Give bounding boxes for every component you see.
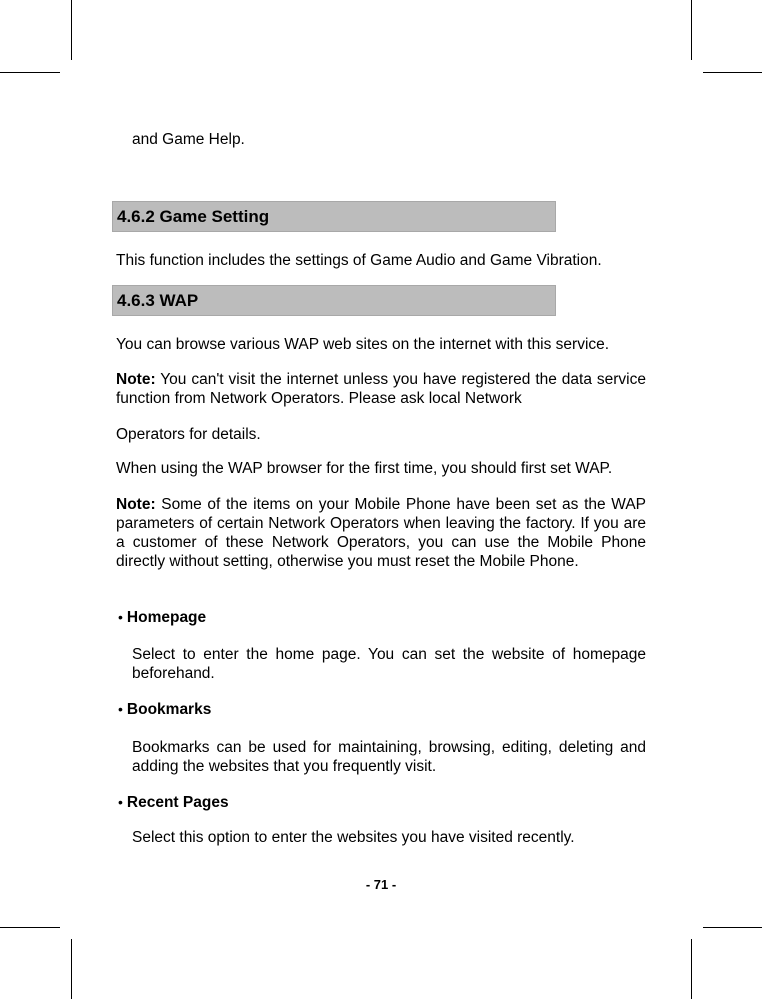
- crop-mark-bottom-left-horizontal: [0, 927, 60, 928]
- crop-mark-bottom-right-horizontal: [703, 927, 762, 928]
- bullet-bookmarks: [118, 700, 211, 719]
- bullet-homepage-desc: Select to enter the home page. You can set the website of homepage beforehand.: [132, 646, 646, 682]
- crop-mark-bottom-right-vertical: [691, 939, 692, 999]
- section-heading-game-setting-text: 4.6.2 Game Setting: [117, 207, 270, 226]
- crop-mark-top-left-vertical: [71, 0, 72, 60]
- crop-mark-top-left-horizontal: [0, 72, 60, 73]
- wap-note-1-continued: Operators for details.: [116, 426, 261, 443]
- wap-note-1: [116, 370, 646, 408]
- bullet-recent-pages: [118, 793, 229, 812]
- section-heading-wap-text: 4.6.3 WAP: [117, 291, 199, 310]
- crop-mark-top-right-horizontal: [703, 72, 762, 73]
- crop-mark-top-right-vertical: [691, 0, 692, 60]
- bullet-recent-pages-desc: Select this option to enter the websites you have visited recently.: [132, 829, 575, 846]
- bullet-marker: •: [118, 794, 123, 810]
- bullet-title: Homepage: [126, 609, 207, 626]
- section-heading-wap: [112, 285, 556, 316]
- bullet-homepage: [118, 608, 206, 627]
- note-text: Some of the items on your Mobile Phone have been set as the WAP parameters of certain Network Operators when leaving the factory. If you are a customer of these Network Operators, you can use the Mobile Phone directly without setting, otherwise you must reset the Mobile Phone.: [116, 496, 646, 570]
- page-number: - 71 -: [365, 877, 397, 892]
- section-heading-game-setting: [112, 201, 556, 232]
- top-continuation-text: and Game Help.: [132, 131, 245, 148]
- note-label: Note:: [116, 371, 156, 388]
- crop-mark-bottom-left-vertical: [71, 939, 72, 999]
- bullet-title: Recent Pages: [126, 794, 229, 811]
- wap-note-2: [116, 495, 646, 571]
- wap-first-time: When using the WAP browser for the first time, you should first set WAP.: [116, 460, 613, 477]
- bullet-marker: •: [118, 701, 123, 717]
- note-text: You can't visit the internet unless you have registered the data service function from Network Operators. Please ask local Network: [116, 371, 646, 407]
- bullet-marker: •: [118, 609, 123, 625]
- wap-intro: You can browse various WAP web sites on the internet with this service.: [116, 336, 610, 353]
- bullet-title: Bookmarks: [126, 701, 212, 718]
- note-label: Note:: [116, 496, 156, 513]
- game-setting-body: This function includes the settings of Game Audio and Game Vibration.: [116, 252, 602, 269]
- bullet-bookmarks-desc: Bookmarks can be used for maintaining, browsing, editing, deleting and adding the websites that you frequently visit.: [132, 739, 646, 775]
